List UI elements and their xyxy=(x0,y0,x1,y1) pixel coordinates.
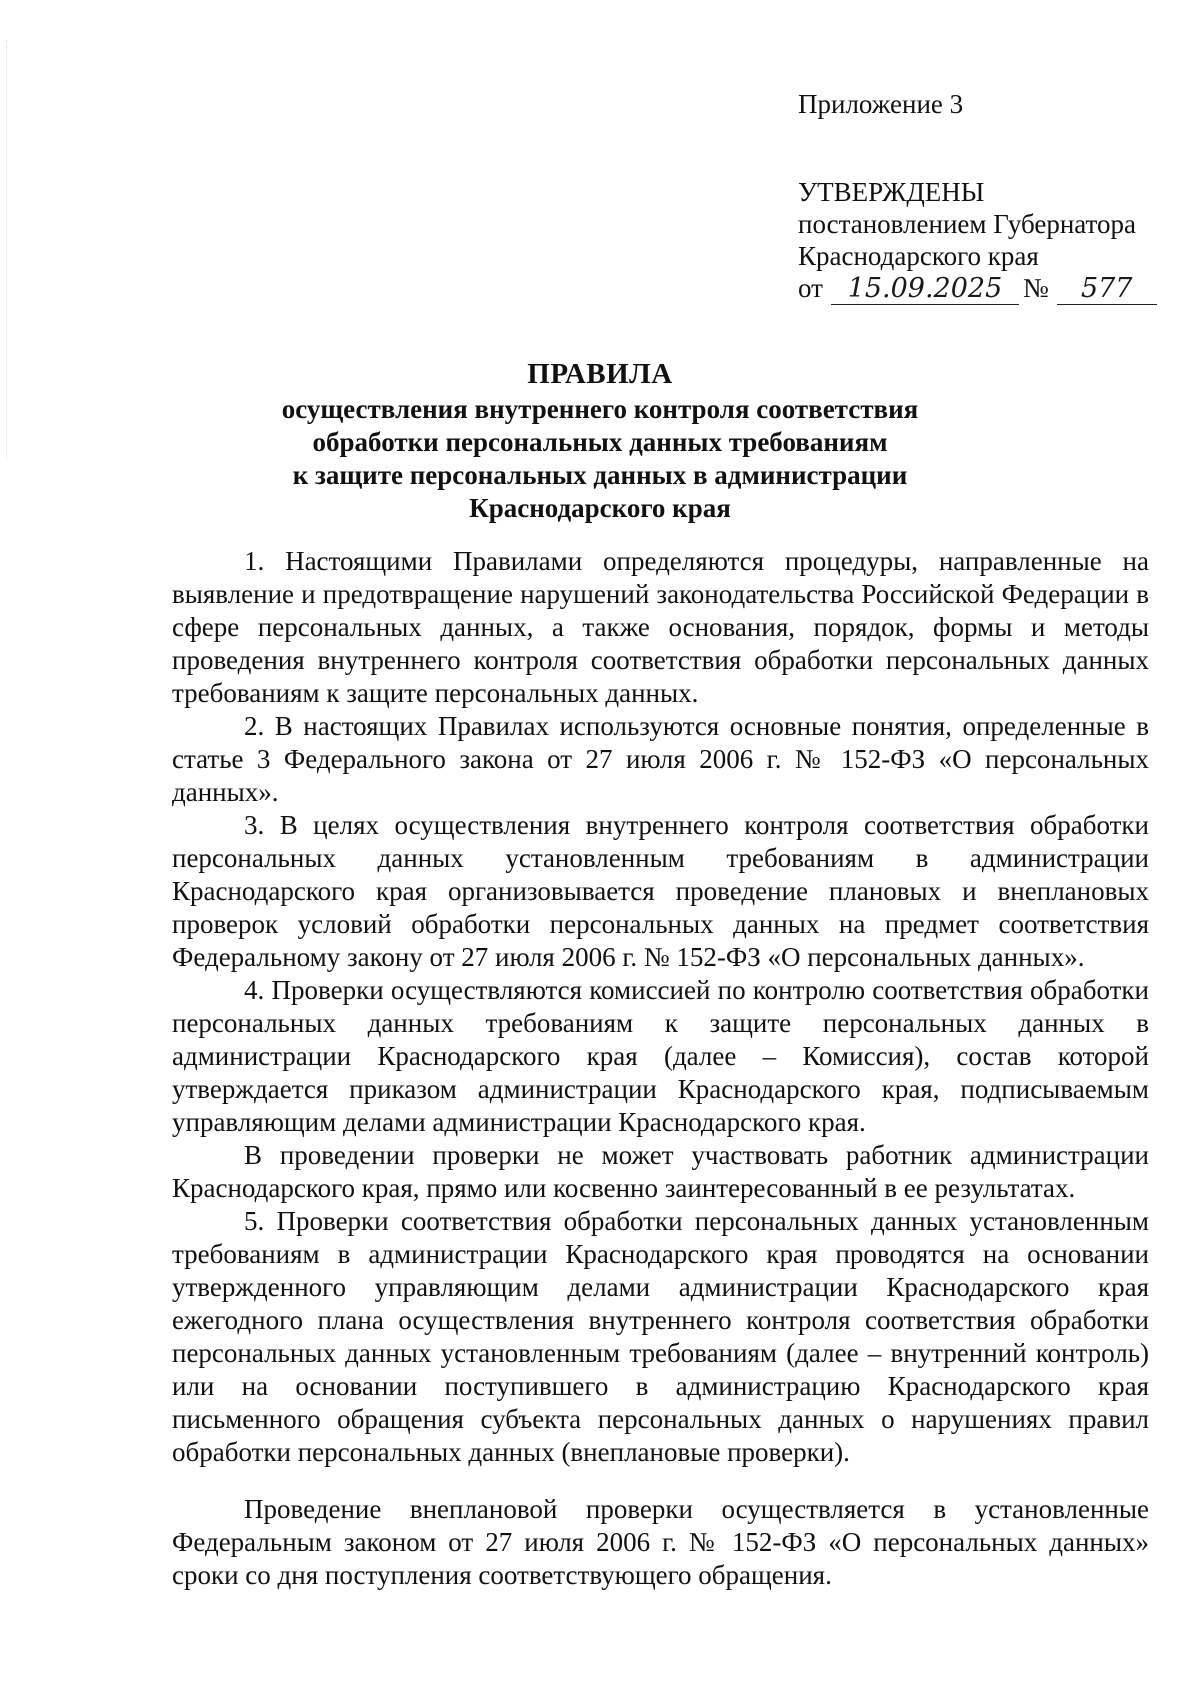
approved-region-line: Краснодарского края xyxy=(798,241,1039,271)
paragraph-3: 3. В целях осуществления внутреннего контроля соответствия обработки персональных данных установленным требованиям в администрации Краснодарского края организовывается проведение плановых и внеплановых проверок условий обработки персональных данных на предмет соответствия Федеральному закону от 27 июля 2006 г. № 152-ФЗ «О персональных данных». xyxy=(172,810,1149,972)
paragraph-2: 2. В настоящих Правилах используются основные понятия, определенные в статье 3 Федерального закона от 27 июля 2006 г. № 152-ФЗ «О персональных данных». xyxy=(172,711,1149,807)
title-line-3: к защите персональных данных в администрации xyxy=(292,460,908,490)
paragraph-4-note: В проведении проверки не может участвовать работник администрации Краснодарского края, прямо или косвенно заинтересованный в ее результатах. xyxy=(172,1140,1149,1203)
appendix-label: Приложение 3 xyxy=(798,89,964,119)
title-line-2: обработки персональных данных требованиям xyxy=(312,427,888,457)
document-title xyxy=(150,358,1050,525)
document-body xyxy=(172,545,1149,1592)
approved-by-line: постановлением Губернатора xyxy=(798,209,1136,239)
paragraph-5: 5. Проверки соответствия обработки персональных данных установленным требованиям в администрации Краснодарского края проводятся на основании утвержденного управляющим делами администрации Краснодарского края ежегодного плана осуществления внутреннего контроля соответствия обработки персональных данных установленным требованиям (далее – внутренний контроль) или на основании поступившего в администрацию Краснодарского края письменного обращения субъекта персональных данных о нарушениях правил обработки персональных данных (внеплановые проверки). xyxy=(172,1206,1149,1467)
approval-block xyxy=(798,88,1157,305)
title-main: ПРАВИЛА xyxy=(527,358,673,390)
title-line-4: Краснодарского края xyxy=(469,493,731,523)
paragraph-4: 4. Проверки осуществляются комиссией по контролю соответствия обработки персональных данных требованиям к защите персональных данных в администрации Краснодарского края (далее – Комиссия), состав которой утверждается приказом администрации Краснодарского края, подписываемым управляющим делами администрации Краснодарского края. xyxy=(172,975,1149,1137)
date-prefix: от xyxy=(798,273,823,303)
date-number-line xyxy=(798,272,1157,305)
scan-margin-marks xyxy=(6,40,9,460)
handwritten-date: 15.09.2025 xyxy=(831,274,1019,305)
handwritten-number: 577 xyxy=(1057,274,1157,305)
paragraph-5-note: Проведение внеплановой проверки осуществляется в установленные Федеральным законом от 27 июля 2006 г. № 152-ФЗ «О персональных данных» сроки со дня поступления соответствующего обращения. xyxy=(172,1494,1149,1590)
title-line-1: осуществления внутреннего контроля соответствия xyxy=(281,394,919,424)
paragraph-1: 1. Настоящими Правилами определяются процедуры, направленные на выявление и предотвращение нарушений законодательства Российской Федерации в сфере персональных данных, а также основания, порядок, формы и методы проведения внутреннего контроля соответствия обработки персональных данных требованиям к защите персональных данных. xyxy=(172,546,1149,708)
number-prefix: № xyxy=(1022,273,1049,303)
approved-heading: УТВЕРЖДЕНЫ xyxy=(798,177,985,207)
